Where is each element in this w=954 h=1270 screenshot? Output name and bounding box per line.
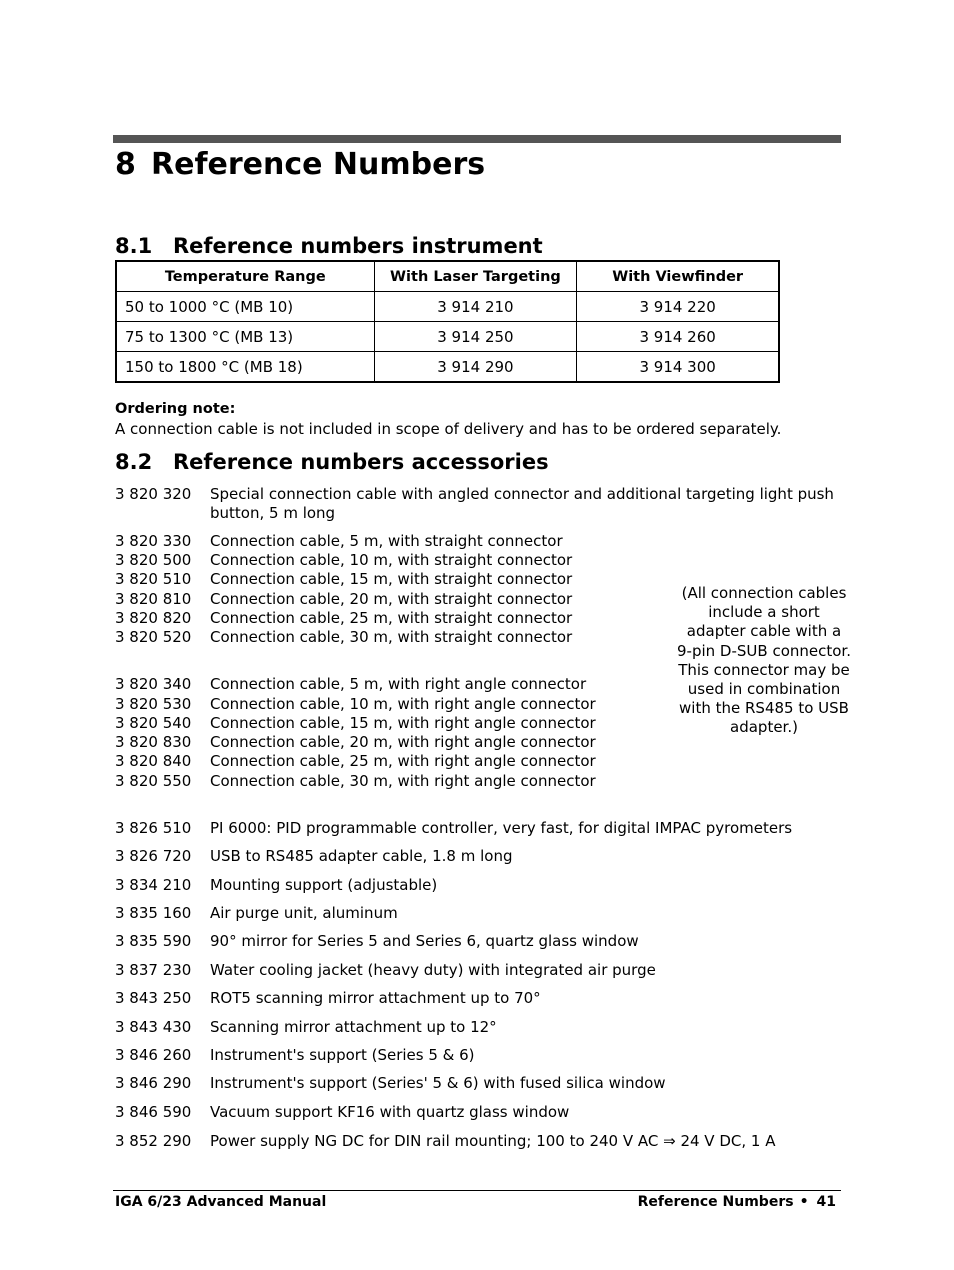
item-description: Instrument's support (Series' 5 & 6) with fused silica window — [210, 1074, 666, 1092]
table-row — [116, 292, 779, 322]
table-cell: 3 914 300 — [577, 352, 779, 383]
item-description: Connection cable, 15 m, with right angle connector — [210, 714, 596, 732]
item-description: PI 6000: PID programmable controller, very fast, for digital IMPAC pyrometers — [210, 819, 793, 837]
item-code: 3 843 250 — [115, 989, 192, 1007]
item-code: 3 826 720 — [115, 847, 192, 865]
item-code: 3 820 330 — [115, 532, 192, 550]
item-code: 3 820 520 — [115, 628, 192, 646]
table-cell: 3 914 290 — [374, 352, 577, 383]
table-cell: 3 914 220 — [577, 292, 779, 322]
item-description: Connection cable, 20 m, with right angle connector — [210, 733, 596, 751]
footer-bullet: • — [799, 1194, 809, 1210]
footer-manual-title: IGA 6/23 Advanced Manual — [115, 1194, 327, 1210]
footer-section-name: Reference Numbers — [637, 1194, 794, 1210]
item-code: 3 852 290 — [115, 1132, 192, 1150]
table-row — [116, 322, 779, 352]
item-description: Connection cable, 20 m, with straight connector — [210, 590, 573, 608]
table-cell: 150 to 1800 °C (MB 18) — [116, 352, 374, 383]
item-code: 3 835 160 — [115, 904, 192, 922]
item-code: 3 834 210 — [115, 876, 192, 894]
item-description: Connection cable, 5 m, with right angle connector — [210, 675, 587, 693]
header-rule — [113, 135, 841, 143]
item-description: Connection cable, 25 m, with right angle connector — [210, 752, 596, 770]
item-code: 3 820 340 — [115, 675, 192, 693]
table-header-cell: With Laser Targeting — [374, 261, 577, 292]
table-row — [116, 352, 779, 383]
item-description: Water cooling jacket (heavy duty) with integrated air purge — [210, 961, 656, 979]
section-title: Reference numbers instrument — [173, 234, 543, 258]
item-description: Power supply NG DC for DIN rail mounting; 100 to 240 V AC ⇒ 24 V DC, 1 A — [210, 1132, 776, 1150]
footer-page-info — [638, 1194, 836, 1210]
table-cell: 3 914 210 — [374, 292, 577, 322]
instrument-reference-table — [115, 260, 780, 383]
item-code: 3 820 540 — [115, 714, 192, 732]
connection-cable-note: (All connection cables include a short adapter cable with a 9-pin D-SUB connector. This connector may be used in combination with the RS485 to USB adapter.) — [677, 584, 851, 737]
item-description: Connection cable, 30 m, with right angle connector — [210, 772, 596, 790]
section-title: Reference numbers accessories — [173, 450, 549, 474]
item-code: 3 846 290 — [115, 1074, 192, 1092]
table-cell: 50 to 1000 °C (MB 10) — [116, 292, 374, 322]
item-code: 3 846 590 — [115, 1103, 192, 1121]
section-number: 8.1 — [115, 234, 153, 258]
item-code: 3 846 260 — [115, 1046, 192, 1064]
item-code: 3 820 550 — [115, 772, 192, 790]
item-code: 3 820 530 — [115, 695, 192, 713]
item-description: Scanning mirror attachment up to 12° — [210, 1018, 497, 1036]
section-number: 8.2 — [115, 450, 153, 474]
item-code: 3 820 830 — [115, 733, 192, 751]
item-description: Connection cable, 15 m, with straight connector — [210, 570, 573, 588]
section-heading-instrument — [115, 233, 543, 259]
item-code: 3 837 230 — [115, 961, 192, 979]
item-description: ROT5 scanning mirror attachment up to 70° — [210, 989, 541, 1007]
ordering-note-text: A connection cable is not included in scope of delivery and has to be ordered separately. — [115, 420, 782, 438]
item-description: Connection cable, 25 m, with straight connector — [210, 609, 573, 627]
chapter-number: 8 — [115, 147, 136, 182]
item-description: Instrument's support (Series 5 & 6) — [210, 1046, 475, 1064]
table-cell: 3 914 260 — [577, 322, 779, 352]
item-code: 3 820 320 — [115, 485, 192, 503]
table-cell: 3 914 250 — [374, 322, 577, 352]
item-description: Vacuum support KF16 with quartz glass window — [210, 1103, 570, 1121]
item-code: 3 820 820 — [115, 609, 192, 627]
item-code: 3 820 510 — [115, 570, 192, 588]
item-description: Air purge unit, aluminum — [210, 904, 398, 922]
chapter-title — [115, 146, 485, 184]
table-header-row — [116, 261, 779, 292]
table-cell: 75 to 1300 °C (MB 13) — [116, 322, 374, 352]
table-header-cell: With Viewfinder — [577, 261, 779, 292]
ordering-note-title: Ordering note: — [115, 401, 236, 417]
item-code: 3 835 590 — [115, 932, 192, 950]
chapter-title-text: Reference Numbers — [151, 147, 486, 182]
item-description: Connection cable, 30 m, with straight connector — [210, 628, 573, 646]
table-header-cell: Temperature Range — [116, 261, 374, 292]
item-description: 90° mirror for Series 5 and Series 6, quartz glass window — [210, 932, 639, 950]
item-description: Mounting support (adjustable) — [210, 876, 438, 894]
item-description: Special connection cable with angled connector and additional targeting light push button, 5 m long — [210, 485, 834, 522]
item-description: USB to RS485 adapter cable, 1.8 m long — [210, 847, 513, 865]
page-number: 41 — [816, 1194, 836, 1210]
section-heading-accessories — [115, 449, 549, 475]
item-description: Connection cable, 10 m, with right angle connector — [210, 695, 596, 713]
item-code: 3 826 510 — [115, 819, 192, 837]
footer-rule — [113, 1190, 841, 1191]
item-code: 3 843 430 — [115, 1018, 192, 1036]
item-code: 3 820 810 — [115, 590, 192, 608]
item-description: Connection cable, 10 m, with straight connector — [210, 551, 573, 569]
item-description: Connection cable, 5 m, with straight connector — [210, 532, 563, 550]
item-code: 3 820 840 — [115, 752, 192, 770]
item-code: 3 820 500 — [115, 551, 192, 569]
